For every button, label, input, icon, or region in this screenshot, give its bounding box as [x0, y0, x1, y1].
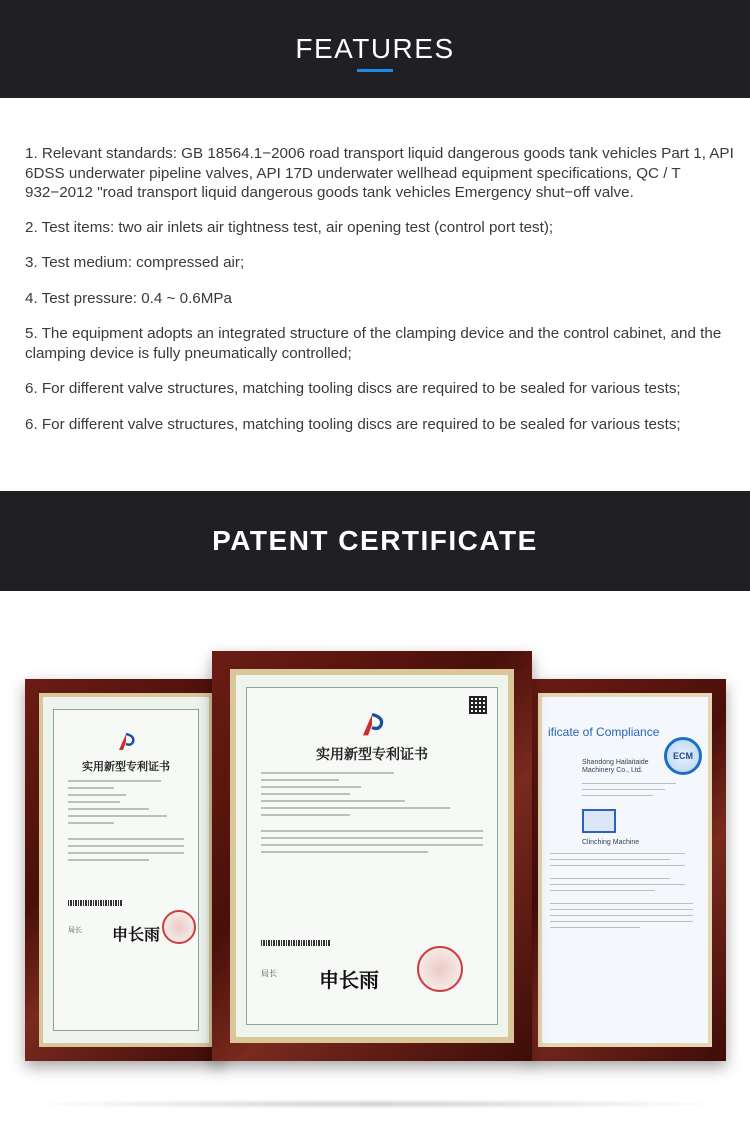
certificate-gallery [0, 591, 750, 1130]
features-banner [0, 0, 750, 98]
text-line [550, 927, 640, 928]
text-line [261, 807, 450, 809]
company-name: Shandong Hailaitaide Machinery Co., Ltd. [582, 759, 649, 774]
text-line [68, 780, 161, 782]
text-line [261, 800, 405, 802]
text-line [582, 795, 653, 796]
text-line [261, 772, 394, 774]
ecm-badge-icon: ECM [664, 737, 702, 775]
text-line [261, 779, 339, 781]
signature: 申长雨 [319, 968, 379, 992]
certificate-paper [542, 697, 708, 1043]
features-accent-bar [357, 69, 393, 72]
text-line [68, 822, 114, 824]
text-line [550, 909, 693, 910]
certificate-text-lines [582, 783, 700, 801]
certificate-text-lines [550, 853, 700, 933]
text-line [261, 851, 428, 853]
signer-title: 局长 [68, 926, 82, 934]
certificate-title: 实用新型专利证书 [316, 747, 428, 763]
patent-banner [0, 491, 750, 591]
certificate-frame-right [528, 679, 726, 1061]
text-line [261, 844, 483, 846]
feature-item: 5. The equipment adopts an integrated structure of the clamping device and the control cabinet, and the clamping device is fully pneumatically controlled; [25, 325, 722, 362]
text-line [261, 814, 350, 816]
features-list [25, 144, 735, 450]
text-line [550, 853, 685, 854]
text-line [68, 852, 184, 854]
feature-item: 6. For different valve structures, matching tooling discs are required to be sealed for various tests; [25, 415, 681, 433]
text-line [68, 845, 184, 847]
text-line [261, 793, 350, 795]
certificate-title: ificate of Compliance [548, 725, 660, 739]
feature-item: 2. Test items: two air inlets air tightness test, air opening test (control port test); [25, 218, 554, 236]
feature-item: 4. Test pressure: 0.4 ~ 0.6MPa [25, 289, 232, 307]
text-line [68, 859, 149, 861]
text-line [68, 801, 120, 803]
barcode [68, 900, 123, 906]
text-line [550, 865, 685, 866]
certificate-frame-middle [212, 651, 532, 1061]
text-line [582, 783, 676, 784]
text-line [68, 808, 149, 810]
certificate-paper [43, 697, 209, 1043]
text-line [261, 837, 483, 839]
barcode [261, 940, 331, 946]
qr-code-icon [469, 696, 487, 714]
text-line [550, 915, 693, 916]
text-line [68, 838, 184, 840]
feature-item: 6. For different valve structures, matching tooling discs are required to be sealed for various tests; [25, 380, 681, 397]
text-line [261, 786, 361, 788]
text-line [550, 884, 685, 885]
certificate-border [246, 687, 498, 1025]
certificate-text-lines [68, 780, 184, 866]
text-line [261, 830, 483, 832]
signature: 申长雨 [112, 925, 161, 944]
features-title: FEATURES [295, 33, 455, 64]
official-seal-icon [162, 910, 196, 944]
product-image [582, 809, 616, 833]
text-line [550, 921, 693, 922]
text-line [68, 794, 126, 796]
text-line [550, 859, 670, 860]
text-line [550, 878, 670, 879]
patent-title: PATENT CERTIFICATE [212, 525, 538, 556]
signer-title: 局长 [261, 969, 277, 978]
text-line [582, 789, 665, 790]
floor-shadow [20, 1099, 730, 1109]
text-line [550, 903, 693, 904]
feature-item: 1. Relevant standards: GB 18564.1−2006 road transport liquid dangerous goods tank vehicles Part 1, API 6DSS underwater pipeline valves, API 17D underwater wellhead equipment specifications, QC / T 932−2012 "road transport liquid dangerous goods tank vehicles Emergency shut−off valve. [25, 145, 734, 201]
feature-item: 3. Test medium: compressed air; [25, 254, 245, 271]
product-name: Clinching Machine [582, 839, 640, 846]
patent-office-logo-icon [113, 732, 139, 752]
text-line [550, 890, 655, 891]
text-line [68, 787, 114, 789]
certificate-title: 实用新型专利证书 [82, 760, 170, 773]
certificate-text-lines [261, 772, 483, 858]
certificate-frame-left [25, 679, 223, 1061]
patent-office-logo-icon [355, 712, 389, 738]
text-line [68, 815, 167, 817]
certificate-border [53, 709, 199, 1031]
certificate-paper [236, 675, 508, 1037]
official-seal-icon [417, 946, 463, 992]
